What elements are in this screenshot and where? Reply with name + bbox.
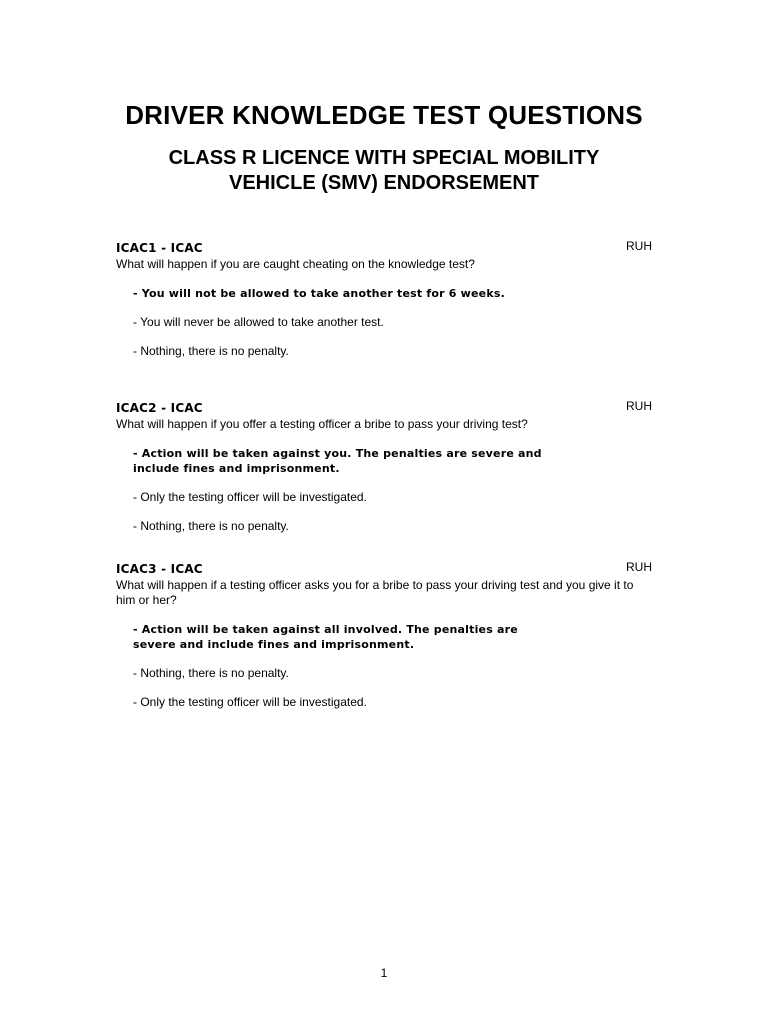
page-subtitle (0, 146, 768, 196)
question-block-1 (116, 240, 656, 372)
subtitle-line-1: CLASS R LICENCE WITH SPECIAL MOBILITY (168, 147, 600, 169)
answer-correct: - Action will be taken against all involved. The penalties are severe and include fines and imprisonment. (133, 623, 518, 651)
question-text: What will happen if you are caught cheating on the knowledge test? (116, 257, 475, 271)
page-number: 1 (380, 966, 388, 980)
answer-option: - Only the testing officer will be investigated. (133, 695, 367, 709)
question-text: What will happen if you offer a testing officer a bribe to pass your driving test? (116, 417, 528, 431)
question-code: ICAC2 - ICAC (116, 401, 203, 415)
answer-correct: - Action will be taken against you. The penalties are severe and include fines and imprisonment. (133, 447, 542, 475)
answer-correct: - You will not be allowed to take another test for 6 weeks. (133, 287, 505, 300)
answer-list (133, 622, 656, 710)
question-code: ICAC3 - ICAC (116, 562, 203, 576)
question-text: What will happen if a testing officer asks you for a bribe to pass your driving test and you give it to him or her? (116, 578, 634, 607)
question-tag: RUH (626, 239, 652, 253)
page-title: DRIVER KNOWLEDGE TEST QUESTIONS (125, 100, 643, 130)
question-tag: RUH (626, 560, 652, 574)
question-tag: RUH (626, 399, 652, 413)
subtitle-line-2: VEHICLE (SMV) ENDORSEMENT (228, 172, 540, 194)
answer-option: - You will never be allowed to take another test. (133, 315, 384, 329)
answer-option: - Nothing, there is no penalty. (133, 519, 289, 533)
answer-option: - Nothing, there is no penalty. (133, 666, 289, 680)
answer-option: - Nothing, there is no penalty. (133, 344, 289, 358)
question-block-2 (116, 400, 656, 547)
answer-list (133, 446, 656, 534)
answer-option: - Only the testing officer will be investigated. (133, 490, 367, 504)
question-block-3 (116, 561, 656, 723)
question-code: ICAC1 - ICAC (116, 241, 203, 255)
answer-list (133, 286, 656, 359)
